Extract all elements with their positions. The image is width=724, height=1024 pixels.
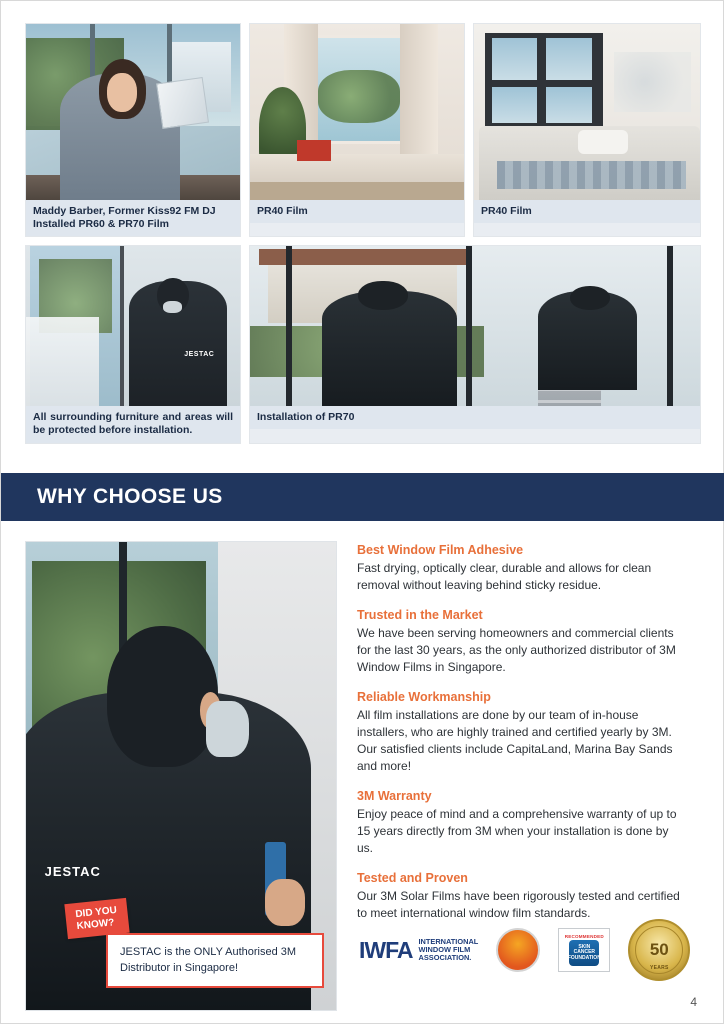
pr70-installation-photo (250, 246, 700, 406)
national-environment-agency-logo (496, 928, 540, 972)
benefit-body: Enjoy peace of mind and a comprehensive warranty of up to 15 years directly from 3M when your installation is done by us. (357, 807, 677, 856)
seal-years: YEARS (649, 965, 669, 971)
benefit-body: Our 3M Solar Films have been rigorously tested and certified to meet international window film standards. (357, 889, 680, 921)
certification-logos (359, 915, 699, 985)
photo-card-pr40-bedroom (249, 23, 465, 237)
section-title: WHY CHOOSE US (37, 485, 223, 508)
iwfa-logo (359, 937, 478, 964)
page-number: 4 (690, 995, 697, 1009)
benefit-body: We have been serving homeowners and commercial clients for the last 30 years, as the only authorized distributor of 3M Window Films in Singapore. (357, 626, 676, 675)
benefit-title: Best Window Film Adhesive (357, 543, 524, 557)
photo-caption: PR40 Film (250, 200, 464, 223)
benefit-item (357, 690, 687, 775)
benefit-item (357, 543, 687, 594)
benefit-body: All film installations are done by our team of in-house installers, who are highly trained and certified yearly by 3M. Our satisfied clients include CapitaLand, Marina Bay Sands and more! (357, 708, 673, 774)
iwfa-line-1: INTERNATIONAL (418, 936, 479, 946)
gallery-row-top (25, 23, 701, 237)
photo-card-pr40-dark-frame (473, 23, 701, 237)
gallery-row-bottom (25, 245, 701, 443)
authorised-distributor-callout (106, 933, 324, 988)
photo-card-pr70-installation (249, 245, 701, 443)
iwfa-line-2: WINDOW FILM (418, 944, 471, 954)
iwfa-line-3: ASSOCIATION. (418, 953, 472, 963)
photo-gallery (25, 23, 701, 444)
photo-card-furniture-protection (25, 245, 241, 443)
skin-cancer-foundation-logo (558, 928, 610, 972)
scf-seal: SKIN CANCER FOUNDATION (569, 940, 599, 966)
benefit-title: 3M Warranty (357, 789, 432, 804)
benefit-item (357, 608, 687, 676)
benefit-title: Trusted in the Market (357, 608, 483, 623)
maddy-barber-photo (26, 24, 240, 200)
photo-caption: Maddy Barber, Former Kiss92 FM DJ Installed PR60 & PR70 Film (26, 200, 240, 236)
iwfa-text (419, 938, 479, 963)
benefits-list (357, 543, 687, 936)
why-choose-us-banner (1, 473, 724, 521)
iwfa-mark: IWFA (359, 936, 413, 963)
50-years-seal-logo (628, 919, 690, 981)
benefit-title: Reliable Workmanship (357, 690, 491, 705)
benefit-item (357, 789, 687, 857)
callout-text: JESTAC is the ONLY Authorised 3M Distributor in Singapore! (120, 946, 297, 974)
photo-card-maddy-barber (25, 23, 241, 237)
pr40-bedroom-photo (250, 24, 464, 200)
photo-caption: Installation of PR70 (250, 406, 700, 429)
benefit-title: Tested and Proven (357, 871, 468, 886)
badge-line-1: DID YOU (74, 904, 118, 921)
seal-number: 50 (649, 940, 669, 959)
furniture-protection-photo: JESTAC (26, 246, 240, 406)
badge-line-2: KNOW? (76, 916, 115, 932)
photo-caption: PR40 Film (474, 200, 700, 223)
benefit-body: Fast drying, optically clear, durable and allows for clean removal without leaving behind sticky residue. (357, 561, 652, 593)
photo-caption: All surrounding furniture and areas will be protected before installation. (26, 406, 240, 442)
pr40-bedroom-dark-frame-photo (474, 24, 700, 200)
scf-recommended-text: RECOMMENDED (564, 934, 604, 939)
feature-photo: JESTAC DID YOU KNOW? JESTAC is the ONLY Authorised 3M Distributor in Singapore! (25, 541, 337, 1011)
